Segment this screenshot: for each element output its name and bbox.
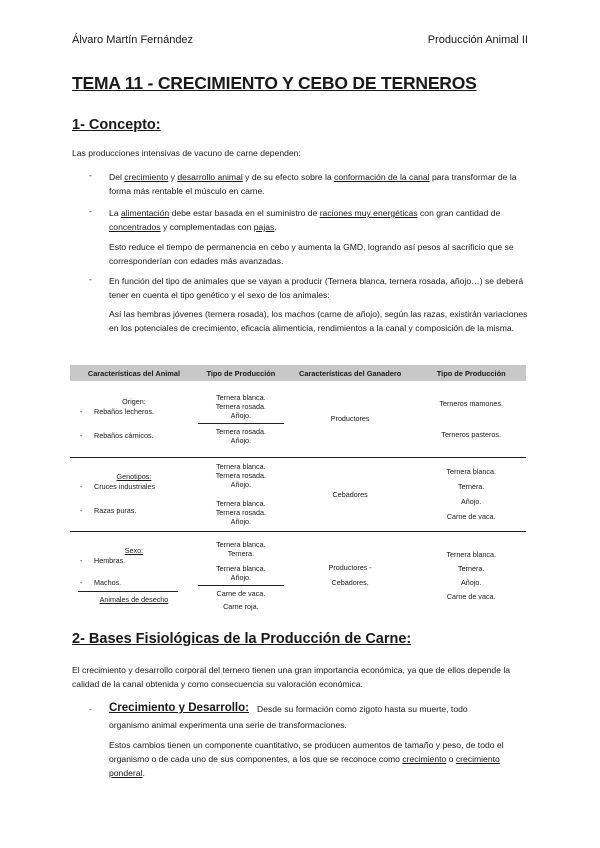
- production-value: Terneros mamones.: [439, 398, 503, 408]
- bullet-1-text: Del crecimiento y desarrollo animal y de su efecto sobre la conformación de la canal para transformar de la forma más rentable el músculo en carne.: [109, 172, 517, 196]
- production-value: Ternera rosada.: [215, 471, 267, 480]
- table-header-row: [70, 365, 526, 381]
- production-value: Añojo.: [230, 480, 252, 489]
- production-value: Ternera blanca.: [216, 539, 266, 549]
- production-value: Ternera.: [458, 563, 485, 573]
- item-label: Rebaños lecheros.: [94, 406, 154, 416]
- bullet-2-text: La alimentación debe estar basada en el suministro de raciones muy energéticas con gran cantidad de concentrados y complementadas con pajas.: [109, 208, 501, 232]
- farmer-cell: Productores: [330, 414, 370, 424]
- item-label: Hembras.: [94, 555, 126, 565]
- production-value: Añojo.: [230, 572, 252, 582]
- subsection-line-1: Desde su formación como zigoto hasta su muerte, todo: [257, 704, 468, 714]
- production-table: [70, 365, 526, 619]
- bullet-dash: -: [89, 170, 92, 180]
- production-value: Terneros pasteros.: [441, 429, 501, 439]
- production-cell: [198, 457, 284, 531]
- document-title: TEMA 11 - CRECIMIENTO Y CEBO DE TERNEROS: [72, 73, 477, 93]
- production-value: Ternera rosada.: [215, 426, 267, 436]
- divider: [198, 423, 284, 424]
- subsection-line-2: organismo animal experimenta una serie de transformaciones.: [109, 720, 347, 730]
- item-label: Razas puras.: [94, 506, 137, 515]
- production-value: Ternera blanca.: [446, 549, 496, 559]
- category-label: Sexo:: [124, 545, 144, 555]
- header-subject: Producción Animal II: [427, 34, 528, 46]
- item-dash: -: [80, 430, 83, 440]
- farmer-value: Productores -: [328, 563, 372, 573]
- bullet-3-paragraph: Así las hembras jóvenes (ternera rosada), los machos (carne de añojo), según las razas, existirán variaciones en los potenciales de crecimiento, eficacia alimenticia, rendimientos a la canal y composición de la misma.: [109, 309, 528, 333]
- subsection-heading: Crecimiento y Desarrollo:: [109, 702, 249, 714]
- section-1-intro: Las producciones intensivas de vacuno de carne dependen:: [72, 148, 301, 158]
- item-label: Machos.: [94, 577, 122, 587]
- divider: [198, 585, 284, 586]
- production-value: Carne de vaca.: [446, 591, 496, 601]
- production-value: Ternera rosada.: [215, 401, 267, 411]
- section-2-intro: El crecimiento y desarrollo corporal del ternero tienen una gran importancia económica, ya que de ellos depende la calidad de la canal obtenida y como consecuencia su valoración económica.: [72, 665, 511, 689]
- production-value: Ternera rosada.: [215, 508, 267, 517]
- table-row: [70, 531, 526, 619]
- production-cell-2: [416, 457, 526, 531]
- col-header-farmer: Características del Ganadero: [284, 365, 417, 381]
- bullet-dash: -: [89, 206, 92, 216]
- production-cell: [198, 531, 284, 619]
- production-cell: [198, 381, 284, 457]
- header-author: Álvaro Martín Fernández: [72, 34, 194, 46]
- animal-sex-cell: [70, 531, 198, 619]
- production-value: Ternera blanca.: [446, 467, 496, 476]
- section-1-heading: 1- Concepto:: [72, 117, 161, 133]
- col-header-animal: Características del Animal: [70, 365, 198, 381]
- production-value: Añojo.: [230, 435, 252, 445]
- item-dash: -: [80, 555, 83, 565]
- item-label: Cruces industriales: [94, 482, 156, 491]
- section-2-heading: 2- Bases Fisiológicas de la Producción de Carne:: [72, 631, 412, 647]
- col-header-production-2: Tipo de Producción: [416, 365, 526, 381]
- production-value: Añojo.: [230, 517, 252, 526]
- item-label: Rebaños cárnicos.: [94, 430, 154, 440]
- production-value: Ternera blanca.: [216, 499, 266, 508]
- animal-genotype-cell: [70, 457, 198, 531]
- bullet-dash: -: [89, 274, 92, 284]
- production-value: Ternera.: [227, 548, 255, 558]
- production-value: Ternera.: [458, 482, 485, 491]
- table-row: [70, 457, 526, 531]
- production-cell-2: [416, 531, 526, 619]
- farmer-value: Cebadores.: [331, 578, 369, 588]
- item-dash: -: [80, 577, 83, 587]
- production-value: Ternera blanca.: [216, 392, 266, 402]
- production-value: Ternera blanca.: [216, 563, 266, 573]
- production-value: Carne roja.: [223, 601, 259, 611]
- item-dash: -: [80, 506, 83, 515]
- farmer-cell: [284, 531, 417, 619]
- bullet-3-text: En función del tipo de animales que se vayan a producir (Ternera blanca, ternera rosada, añojo…) se deberá tener en cuenta el tipo genético y el sexo de los animales:: [109, 276, 524, 300]
- category-label: Origen:: [122, 396, 146, 406]
- divider: [78, 591, 178, 592]
- production-value: Ternera blanca.: [216, 462, 266, 471]
- category-label: Animales de desecho: [99, 594, 169, 604]
- category-label: Genotipos:: [116, 472, 152, 481]
- production-value: Carne de vaca.: [446, 512, 496, 521]
- item-dash: -: [80, 406, 83, 416]
- table-row: [70, 381, 526, 457]
- production-cell-2: [416, 381, 526, 457]
- production-value: Añojo.: [461, 577, 482, 587]
- farmer-cell: Cebadores: [284, 457, 417, 531]
- bullet-dash: -: [89, 704, 92, 714]
- production-value: Añojo.: [230, 410, 252, 420]
- item-dash: -: [80, 482, 83, 491]
- production-value: Carne de vaca.: [216, 588, 266, 598]
- animal-origin-cell: [70, 381, 198, 457]
- bullet-2-paragraph: Esto reduce el tiempo de permanencia en cebo y aumenta la GMD, logrando así pesos al sacrificio que se corresponderían con edades más avanzadas.: [109, 242, 514, 266]
- col-header-production: Tipo de Producción: [198, 365, 284, 381]
- subsection-paragraph: Estos cambios tienen un componente cuantitativo, se producen aumentos de tamaño y peso, de todo el organismo o de cada uno de sus componentes, a los que se reconoce como crecimiento o crecimiento ponderal.: [109, 740, 504, 778]
- production-value: Añojo.: [461, 497, 482, 506]
